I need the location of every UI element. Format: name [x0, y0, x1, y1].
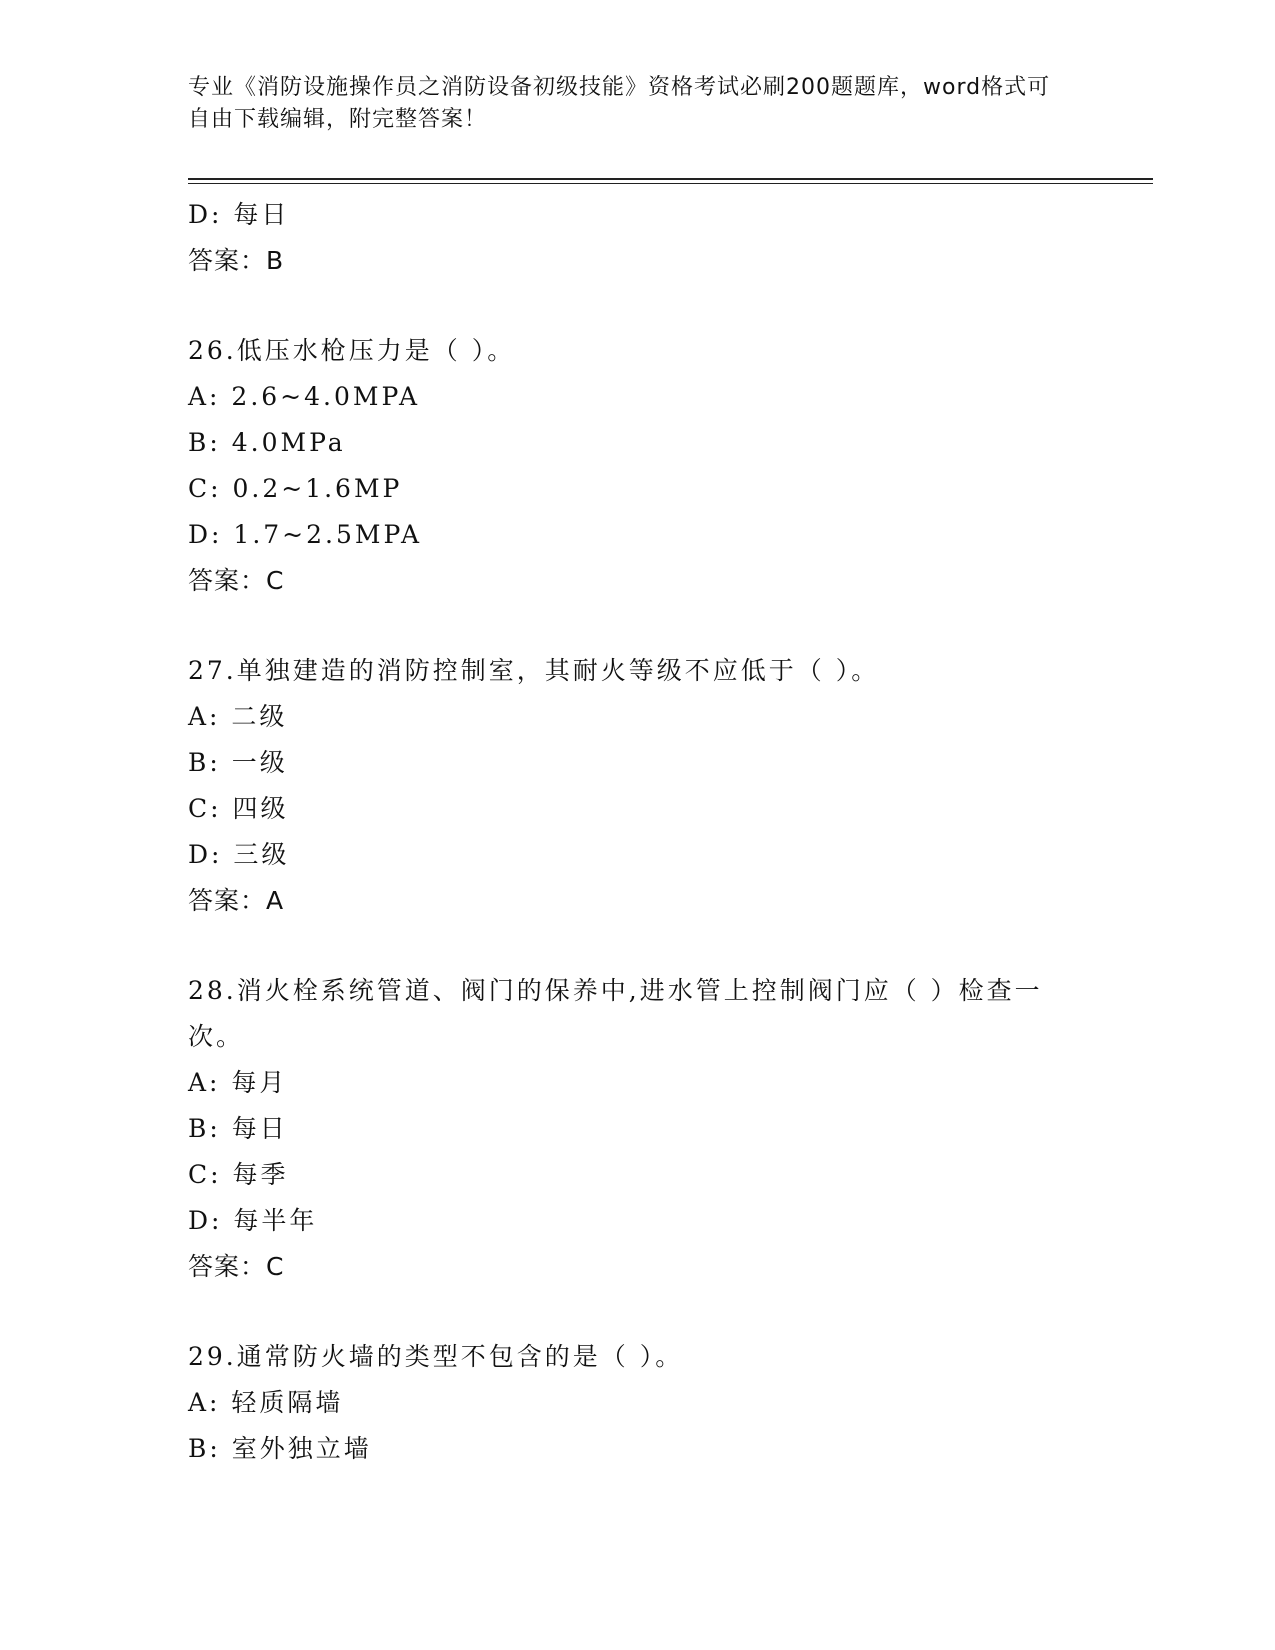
question-stem: 27.单独建造的消防控制室，其耐火等级不应低于（ ）。	[188, 656, 880, 685]
question-29	[188, 1334, 1068, 1472]
option-b: B: 4.0MPa	[188, 428, 346, 457]
option-a: A: 每月	[188, 1068, 288, 1097]
option-a: A: 二级	[188, 702, 288, 731]
question-stem: 26.低压水枪压力是（ ）。	[188, 336, 516, 365]
answer-line: 答案：C	[188, 1252, 285, 1281]
question-stem: 29.通常防火墙的类型不包含的是（ ）。	[188, 1342, 684, 1371]
option-c: C: 0.2~1.6MP	[188, 474, 403, 503]
option-a: A: 轻质隔墙	[188, 1388, 344, 1417]
answer-line: 答案：A	[188, 886, 285, 915]
option-d: D: 每半年	[188, 1206, 318, 1235]
option-d: D: 1.7~2.5MPA	[188, 520, 423, 549]
question-28	[188, 968, 1068, 1290]
header-divider-thin	[188, 183, 1153, 184]
option-a: A: 2.6~4.0MPA	[188, 382, 421, 411]
answer-line: 答案：B	[188, 246, 285, 275]
option-b: B: 室外独立墙	[188, 1434, 372, 1463]
option-c: C: 四级	[188, 794, 289, 823]
header-divider-thick	[188, 178, 1153, 180]
question-list	[188, 192, 1068, 1472]
option-d: D: 每日	[188, 200, 290, 229]
option-b: B: 每日	[188, 1114, 288, 1143]
document-header: 专业《消防设施操作员之消防设备初级技能》资格考试必刷200题题库，word格式可自由下载编辑，附完整答案！	[188, 75, 1051, 132]
option-c: C: 每季	[188, 1160, 289, 1189]
answer-line: 答案：C	[188, 566, 285, 595]
question-26	[188, 328, 1068, 604]
option-b: B: 一级	[188, 748, 288, 777]
option-d: D: 三级	[188, 840, 290, 869]
question-stem: 28.消火栓系统管道、阀门的保养中,进水管上控制阀门应（ ）检查一次。	[188, 976, 1043, 1051]
question-27	[188, 648, 1068, 924]
